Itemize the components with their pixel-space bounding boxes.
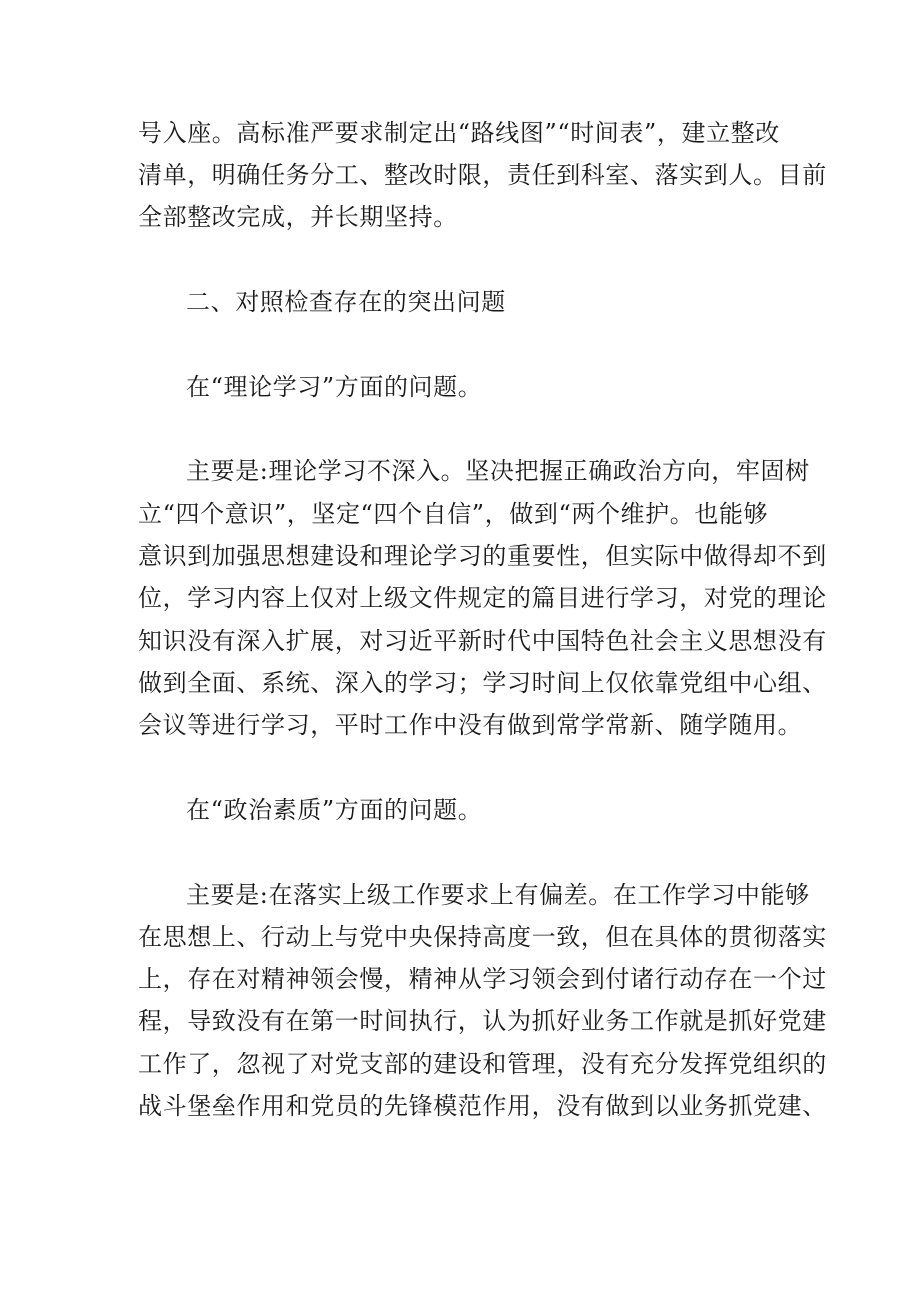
paragraph-line: 清单，明确任务分工、整改时限，责任到科室、落实到人。目前 [138, 161, 827, 189]
paragraph-line: 在思想上、行动上与党中央保持高度一致，但在具体的贯彻落实 [138, 923, 827, 951]
paragraph-line: 主要是:在落实上级工作要求上有偏差。在工作学习中能够 [186, 881, 810, 909]
paragraph-line: 全部整改完成，并长期坚持。 [138, 203, 458, 231]
paragraph-line: 做到全面、系统、深入的学习；学习时间上仅依靠党组中心组、 [138, 669, 827, 697]
paragraph-line: 战斗堡垒作用和党员的先锋模范作用，没有做到以业务抓党建、 [138, 1092, 827, 1120]
paragraph-line: 立“四个意识”，坚定“四个自信”，做到“两个维护。也能够 [138, 500, 769, 528]
paragraph-line: 知识没有深入扩展，对习近平新时代中国特色社会主义思想没有 [138, 627, 827, 655]
section-heading: 二、对照检查存在的突出问题 [186, 288, 506, 316]
paragraph-line: 号入座。高标准严要求制定出“路线图”“时间表”，建立整改 [138, 119, 780, 147]
subsection-heading: 在“理论学习”方面的问题。 [186, 373, 483, 401]
subsection-heading: 在“政治素质”方面的问题。 [186, 796, 483, 824]
paragraph-line: 上，存在对精神领会慢，精神从学习领会到付诸行动存在一个过 [138, 965, 827, 993]
paragraph-line: 工作了，忽视了对党支部的建设和管理，没有充分发挥党组织的 [138, 1050, 827, 1078]
paragraph-line: 位，学习内容上仅对上级文件规定的篇目进行学习，对党的理论 [138, 584, 827, 612]
paragraph-line: 程，导致没有在第一时间执行，认为抓好业务工作就是抓好党建 [138, 1007, 827, 1035]
paragraph-line: 主要是:理论学习不深入。坚决把握正确政治方向，牢固树 [186, 457, 810, 485]
paragraph-line: 意识到加强思想建设和理论学习的重要性，但实际中做得却不到 [138, 542, 827, 570]
paragraph-line: 会议等进行学习，平时工作中没有做到常学常新、随学随用。 [138, 711, 803, 739]
